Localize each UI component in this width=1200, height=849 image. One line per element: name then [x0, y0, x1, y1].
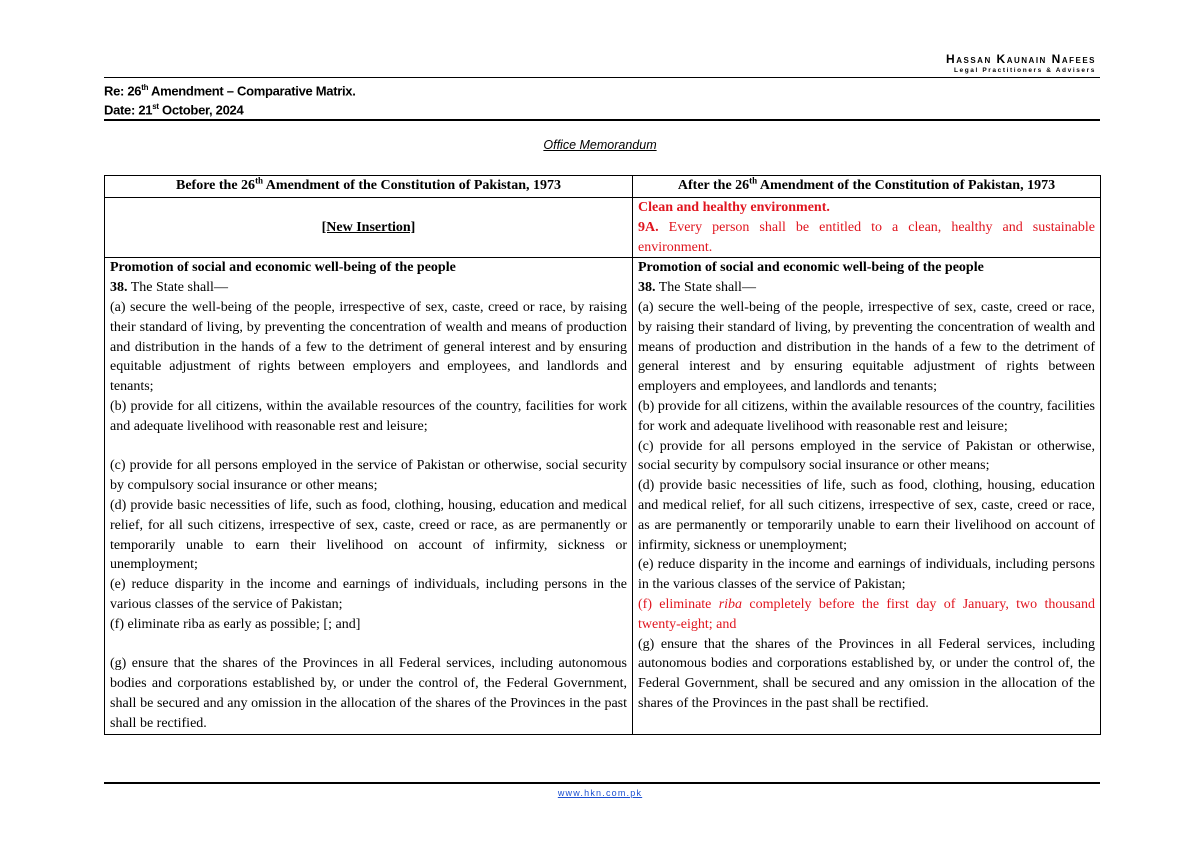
article-9a-text: 9A. Every person shall be entitled to a clean, healthy and sustainable environment. — [638, 219, 1095, 255]
clause-a: (a) secure the well-being of the people, irrespective of sex, caste, creed or race, by raising their standard of living, by preventing the concentration of wealth and means of production and distribution in the hands of a few to the detriment of general interest and by ensuring equitable adjustment of rights between employers and employees, and landlords and tenants; — [110, 299, 627, 395]
table-row — [105, 198, 1101, 258]
website-link[interactable]: www.hkn.com.pk — [557, 788, 643, 798]
clause-f: (f) eliminate riba as early as possible; [; and] — [110, 616, 361, 632]
clause-c: (c) provide for all persons employed in the service of Pakistan or otherwise, social security by compulsory social insurance or other means; — [110, 458, 627, 494]
article-9a-title: Clean and healthy environment. — [638, 200, 830, 215]
clause-d: (d) provide basic necessities of life, such as food, clothing, housing, education and medical relief, for all such citizens, irrespective of sex, caste, creed or race, as are permanently or temporarily unable to earn their livelihood on account of infirmity, sickness or unemployment; — [638, 478, 1095, 553]
clause-g: (g) ensure that the shares of the Provinces in all Federal services, including autonomous bodies and corporations established by, or under the control of, the Federal Government, shall be secured and any omission in the allocation of the shares of the Provinces in the past shall be rectified. — [638, 636, 1095, 711]
clause-e: (e) reduce disparity in the income and earnings of individuals, including persons in the various classes of the service of Pakistan; — [638, 557, 1095, 593]
new-insertion-cell: [New Insertion] — [105, 198, 633, 258]
spacer — [110, 437, 627, 457]
spacer — [110, 635, 627, 655]
clause-a: (a) secure the well-being of the people, irrespective of sex, caste, creed or race, by raising their standard of living, by preventing the concentration of wealth and means of production and distribution in the hands of a few to the detriment of general interest and by ensuring equitable adjustment of rights between employers and employees, and landlords and tenants; — [638, 299, 1095, 395]
clause-b: (b) provide for all citizens, within the available resources of the country, facilities for work and adequate livelihood with reasonable rest and leisure; — [638, 398, 1095, 434]
article-38-intro: 38. The State shall— — [110, 280, 228, 296]
article-38-before-cell — [105, 258, 633, 734]
article-38-title: Promotion of social and economic well-being of the people — [638, 260, 984, 276]
clause-b: (b) provide for all citizens, within the available resources of the country, facilities for work and adequate livelihood with reasonable rest and leisure; — [110, 398, 627, 434]
article-9a-cell — [633, 198, 1101, 258]
table-row — [105, 258, 1101, 734]
firm-name: Hassan Kaunain Nafees — [946, 52, 1096, 66]
date-line: Date: 21st October, 2024 — [104, 102, 244, 118]
subheader-rule — [104, 119, 1100, 121]
firm-tagline: Legal Practitioners & Advisers — [953, 67, 1096, 74]
table-header-row — [105, 176, 1101, 198]
clause-e: (e) reduce disparity in the income and earnings of individuals, including persons in the various classes of the service of Pakistan; — [110, 577, 627, 612]
col-header-after: After the 26th Amendment of the Constitution of Pakistan, 1973 — [633, 176, 1101, 198]
article-38-intro: 38. The State shall— — [638, 280, 756, 296]
clause-g: (g) ensure that the shares of the Provinces in all Federal services, including autonomous bodies and corporations established by, or under the control of, the Federal Government, shall be secured and any omission in the allocation of the shares of the Provinces in the past shall be rectified. — [110, 656, 627, 731]
footer-rule — [104, 782, 1100, 784]
clause-f-amended: (f) eliminate riba completely before the first day of January, two thousand twenty-eight; and — [638, 596, 1095, 632]
article-38-after-cell — [633, 258, 1101, 734]
clause-c: (c) provide for all persons employed in the service of Pakistan or otherwise, social security by compulsory social insurance or other means; — [638, 438, 1095, 474]
comparative-matrix — [104, 175, 1101, 735]
header-rule — [104, 77, 1100, 78]
article-38-title: Promotion of social and economic well-being of the people — [110, 260, 456, 276]
reference-line: Re: 26th Amendment – Comparative Matrix. — [104, 83, 356, 99]
clause-d: (d) provide basic necessities of life, such as food, clothing, housing, education and medical relief, for all such citizens, irrespective of sex, caste, creed or race, as are permanently or temporarily unable to earn their livelihood on account of infirmity, sickness or unemployment; — [110, 497, 627, 573]
firm-letterhead — [946, 52, 1096, 74]
memo-title: Office Memorandum — [543, 138, 657, 152]
col-header-before: Before the 26th Amendment of the Constitution of Pakistan, 1973 — [105, 176, 633, 198]
